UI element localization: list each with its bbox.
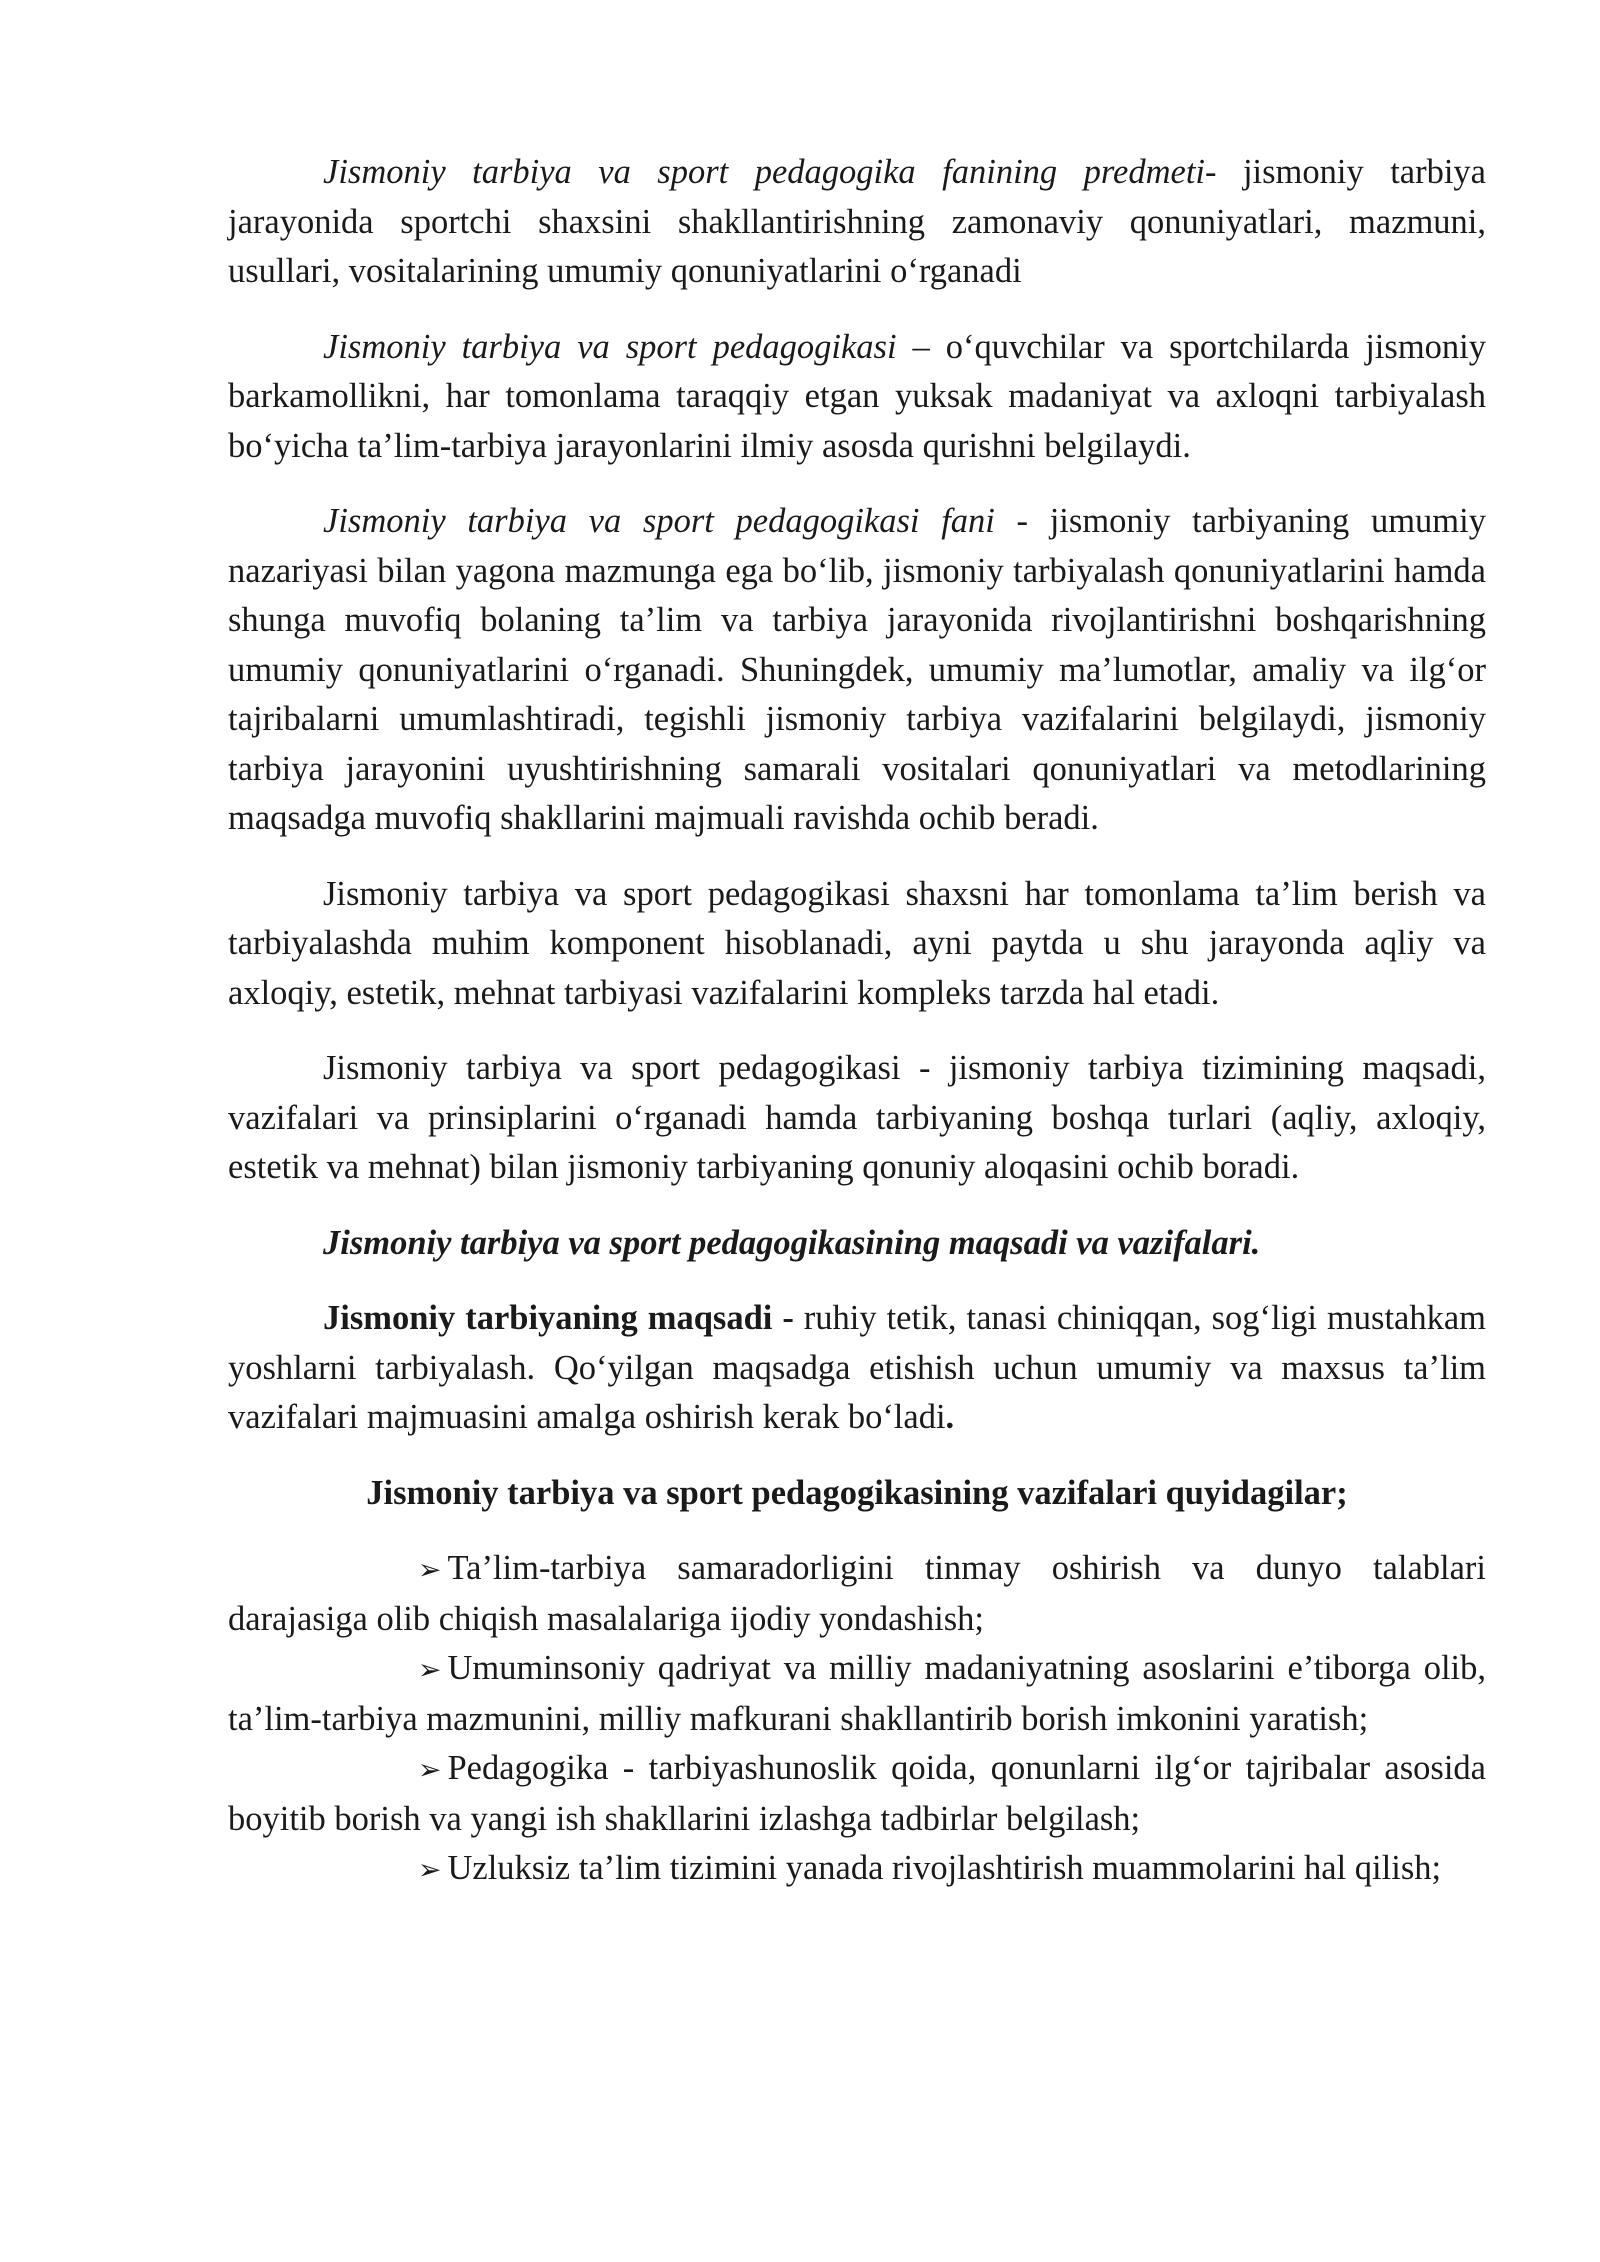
list-item-text: Pedagogika - tarbiyashunoslik qoida, qonunlarni ilg‘or tajribalar asosida boyitib borish va yangi ish shakllarini izlashga tadbirlar belgilash; xyxy=(228,1749,1486,1838)
list-item xyxy=(228,1744,1486,1844)
paragraph-lead: Jismoniy tarbiya va sport pedagogikasi fani xyxy=(323,502,995,540)
arrow-bullet-icon: ➢ xyxy=(418,1853,442,1886)
paragraph-science xyxy=(228,497,1486,844)
list-item-text: Ta’lim-tarbiya samaradorligini tinmay oshirish va dunyo talablari darajasiga olib chiqish masalalariga ijodiy yondashish; xyxy=(228,1549,1486,1638)
paragraph-definition xyxy=(228,323,1486,472)
paragraph-text: – o‘quvchilar va sportchilarda jismoniy barkamollikni, har tomonlama taraqqiy etgan yuksak madaniyat va axloqni tarbiyalash bo‘yicha ta’lim-tarbiya jarayonlarini ilmiy asosda qurishni belgilaydi. xyxy=(228,327,1486,465)
paragraph-text: - jismoniy tarbiyaning umumiy nazariyasi bilan yagona mazmunga ega bo‘lib, jismoniy tarbiyalash qonuniyatlarini hamda shunga muvofiq bolaning ta’lim va tarbiya jarayonida rivojlantirishni boshqarishning umumiy qonuniyatlarini o‘rganadi. Shuningdek, umumiy ma’lumotlar, amaliy va ilg‘or tajribalarni umumlashtiradi, tegishli jismoniy tarbiya vazifalarini belgilaydi, jismoniy tarbiya jarayonini uyushtirishning samarali vositalari qonuniyatlari va metodlarining maqsadga muvofiq shakllarini majmuali ravishda ochib beradi. xyxy=(228,502,1486,837)
arrow-bullet-icon: ➢ xyxy=(418,1753,442,1786)
tasks-heading: Jismoniy tarbiya va sport pedagogikasining vazifalari quyidagilar; xyxy=(366,1473,1348,1512)
section-heading: Jismoniy tarbiya va sport pedagogikasining maqsadi va vazifalari. xyxy=(323,1223,1261,1262)
list-item xyxy=(228,1544,1486,1644)
list-item xyxy=(228,1844,1486,1895)
paragraph-text: jismoniy tarbiya jarayonida sportchi shaxsini shakllantirishning zamonaviy qonuniyatlari, mazmuni, usullari, vositalarining umumiy qonuniyatlarini o‘rganadi xyxy=(228,153,1486,290)
paragraph-lead: Jismoniy tarbiya va sport pedagogika fanining predmeti- xyxy=(323,153,1217,191)
list-item xyxy=(228,1644,1486,1744)
goal-text: ruhiy tetik, tanasi chiniqqan, sog‘ligi mustahkam yoshlarni tarbiyalash. Qo‘yilgan maqsadga etishish uchun umumiy va maxsus ta’lim vazifalari majmuasini amalga oshirish kerak bo‘ladi xyxy=(228,1299,1487,1436)
paragraph-component xyxy=(228,870,1486,1019)
paragraph-text: Jismoniy tarbiya va sport pedagogikasi - jismoniy tarbiya tizimining maqsadi, vazifalari va prinsiplarini o‘rganadi hamda tarbiyaning boshqa turlari (aqliy, axloqiy, estetik va mehnat) bilan jismoniy tarbiyaning qonuniy aloqasini ochib boradi. xyxy=(228,1049,1486,1186)
paragraph-goal xyxy=(228,1294,1486,1443)
document-page xyxy=(228,148,1486,1895)
goal-lead: Jismoniy tarbiyaning maqsadi - xyxy=(323,1299,794,1337)
tasks-list xyxy=(228,1544,1486,1895)
paragraph-lead: Jismoniy tarbiya va sport pedagogikasi xyxy=(323,327,897,366)
paragraph-system xyxy=(228,1044,1486,1193)
paragraph-subject xyxy=(228,148,1486,297)
arrow-bullet-icon: ➢ xyxy=(418,1653,442,1686)
arrow-bullet-icon: ➢ xyxy=(418,1553,442,1586)
paragraph-text: Jismoniy tarbiya va sport pedagogikasi shaxsni har tomonlama ta’lim berish va tarbiyalashda muhim komponent hisoblanadi, ayni paytda u shu jarayonda aqliy va axloqiy, estetik, mehnat tarbiyasi vazifalarini kompleks tarzda hal etadi. xyxy=(228,874,1486,1012)
list-item-text: Umuminsoniy qadriyat va milliy madaniyatning asoslarini e’tiborga olib, ta’lim-tarbiya mazmunini, milliy mafkurani shakllantirib borish imkonini yaratish; xyxy=(228,1649,1486,1738)
list-item-text: Uzluksiz ta’lim tizimini yanada rivojlashtirish muammolarini hal qilish; xyxy=(447,1849,1442,1887)
goal-end: . xyxy=(945,1398,955,1436)
